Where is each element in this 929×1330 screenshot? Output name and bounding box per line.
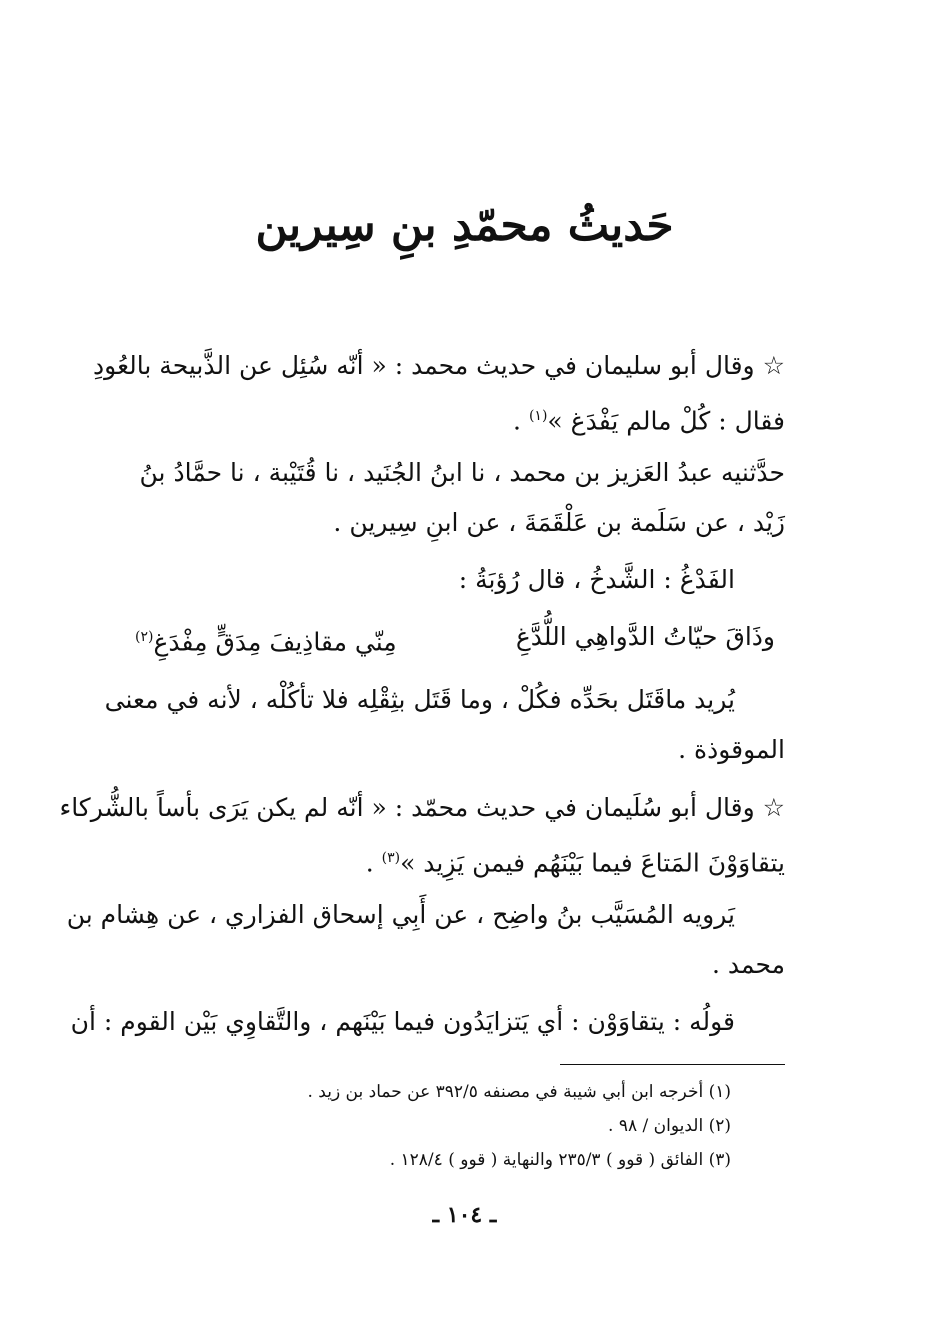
paragraph-2-line-1: حدَّثنيه عبدُ العَزيز بن محمد ، نا ابنُ الجُنَيد ، نا قُتَيْبة ، نا حمَّادُ بنُ [139,458,785,487]
paragraph-5-end: . [365,848,382,878]
paragraph-4-line-2: الموقوذة . [678,735,785,764]
footnote-ref-3: (٣) [381,850,401,866]
paragraph-6-line-1: يَرويه المُسَيَّب بنُ واضِح ، عن أَبِي إسحاق الفزاري ، عن هِشام بن [66,900,735,929]
paragraph-1-line-1: ☆ وقال أبو سليمان في حديث محمد : « أنّه سُئِل عن الذَّبيحة بالعُودِ [93,351,785,380]
paragraph-5-line-2 [366,833,785,888]
verse-first-hemistich: وذَاقَ حيّاتُ الدَّواهِي اللُّدَّغِ [515,622,775,651]
footnote-divider [560,1064,785,1065]
poetry-verse [135,612,775,662]
paragraph-1-text: فقال : كُلْ مالم يَفْدَغ » [547,406,785,436]
paragraph-7: قولُه : يتقاوَوْن : أي يَتزايَدُون فيما بَيْنَهم ، والتَّقاوِي بَيْن القوم : أن [70,1007,735,1036]
paragraph-2-line-2: زَيْد ، عن سَلَمة بن عَلْقَمَةَ ، عن ابنِ سِيرين . [333,508,785,537]
paragraph-5-text: يتقاوَوْنَ المَتاعَ فيما بَيْنَهُم فيمن يَزِيد » [400,848,785,878]
paragraph-4-line-1: يُريد ماقَتَل بحَدِّه فكُلْ ، وما قَتَل بثِقْلِه فلا تأكُلْه ، لأنه في معنى [104,685,735,714]
verse-second-hemistich-text: مِنّي مقاذِيفَ مِدَقٍّ مِفْدَغِ [153,627,397,657]
verse-second-hemistich [135,612,397,667]
paragraph-1-end: . [513,406,529,436]
footnote-1: (١) أخرجه ابن أبي شيبة في مصنفه ٣٩٢/٥ عن حماد بن زيد . [307,1082,731,1102]
paragraph-3: الفَدْغُ : الشَّدخُ ، قال رُؤبَةُ : [458,565,735,594]
page-number: ـ ١٠٤ ـ [432,1202,497,1228]
footnote-ref-1: (١) [528,408,548,424]
chapter-title: حَديثُ محمّدِ بنِ سِيرين [255,200,674,251]
footnote-2: (٢) الديوان / ٩٨ . [608,1116,731,1136]
paragraph-6-line-2: محمد . [712,950,785,979]
paragraph-1-line-2 [513,391,785,446]
footnote-3: (٣) الفائق ( قوو ) ٢٣٥/٣ والنهاية ( قوو ) ١٢٨/٤ . [389,1150,731,1170]
footnote-ref-2: (٢) [135,629,154,645]
paragraph-5-line-1: ☆ وقال أبو سُلَيمان في حديث محمّد : « أنّه لم يكن يَرَى بأساً بالشُّركاء [59,793,785,822]
